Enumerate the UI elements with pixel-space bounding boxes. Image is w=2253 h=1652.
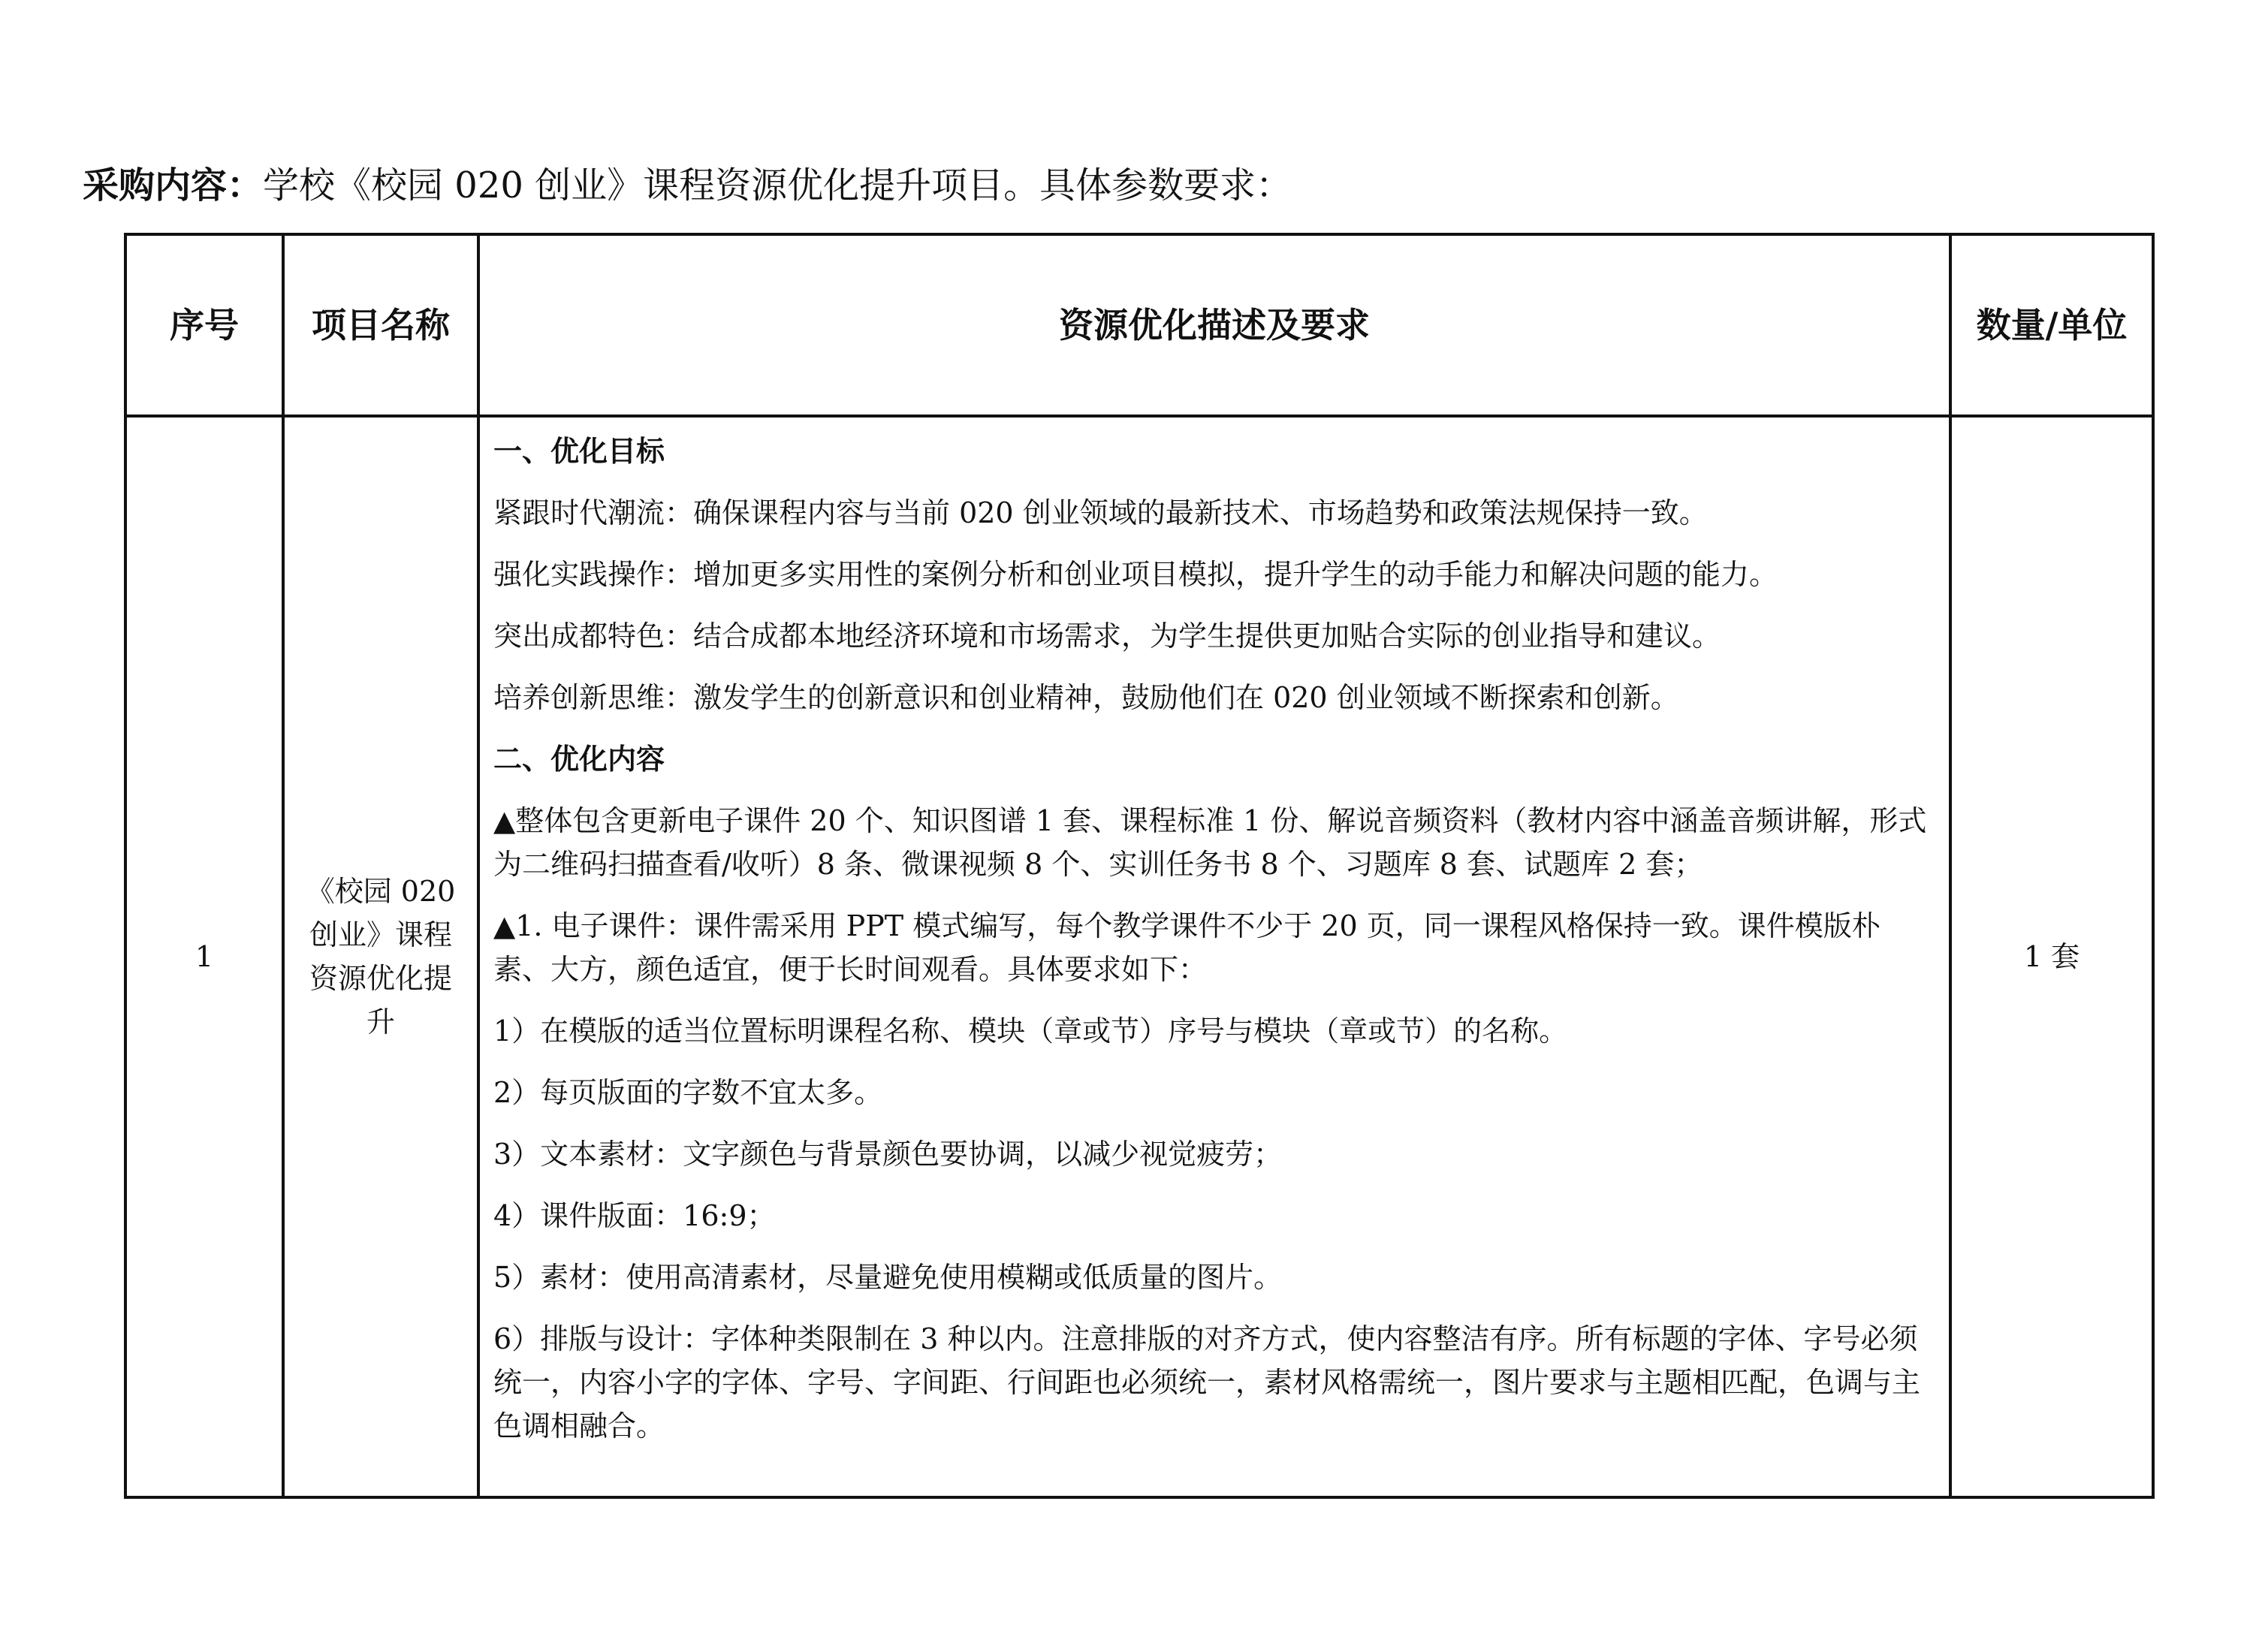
header-desc: 资源优化描述及要求 [478,234,1950,416]
procurement-text: 学校《校园 020 创业》课程资源优化提升项目。具体参数要求： [263,164,1292,206]
header-no: 序号 [125,234,283,416]
desc-paragraph: 培养创新思维：激发学生的创新意识和创业精神，鼓励他们在 020 创业领域不断探索和创新。 [493,681,1679,714]
desc-paragraph: 紧跟时代潮流：确保课程内容与当前 020 创业领域的最新技术、市场趋势和政策法规保持一致。 [493,496,1708,529]
desc-paragraph: 强化实践操作：增加更多实用性的案例分析和创业项目模拟，提升学生的动手能力和解决问题的能力。 [493,558,1778,591]
desc-paragraph: ▲1. 电子课件：课件需采用 PPT 模式编写，每个教学课件不少于 20 页，同一课程风格保持一致。课件模版朴素、大方，颜色适宜，便于长时间观看。具体要求如下： [493,909,1881,986]
row-desc [478,416,1950,1497]
procurement-label: 采购内容： [83,164,264,206]
desc-heading: 二、优化内容 [493,743,665,776]
desc-paragraph: 2）每页版面的字数不宜太多。 [493,1076,883,1109]
row-name: 《校园 020 创业》课程资源优化提升 [283,416,478,1497]
row-qty: 1 套 [1950,416,2153,1497]
desc-paragraph: 突出成都特色：结合成都本地经济环境和市场需求，为学生提供更加贴合实际的创业指导和建议。 [493,620,1721,653]
procurement-intro [83,161,1292,210]
table-row [125,416,2153,1497]
desc-paragraph: 3）文本素材：文字颜色与背景颜色要协调，以减少视觉疲劳； [493,1138,1283,1171]
desc-lines [493,430,1935,1448]
row-no: 1 [125,416,283,1497]
header-name: 项目名称 [283,234,478,416]
desc-paragraph: 4）课件版面：16:9； [493,1199,776,1232]
table-header-row [125,234,2153,416]
header-qty: 数量/单位 [1950,234,2153,416]
desc-heading: 一、优化目标 [493,435,665,468]
desc-paragraph: 5）素材：使用高清素材，尽量避免使用模糊或低质量的图片。 [493,1261,1283,1294]
spec-table [124,233,2155,1499]
desc-paragraph: ▲整体包含更新电子课件 20 个、知识图谱 1 套、课程标准 1 份、解说音频资料（教材内容中涵盖音频讲解，形式为二维码扫描查看/收听）8 条、微课视频 8 个、实训任务书 8 个、习题库 8 套、试题库 2 套； [493,804,1927,881]
desc-paragraph: 6）排版与设计：字体种类限制在 3 种以内。注意排版的对齐方式，使内容整洁有序。所有标题的字体、字号必须统一，内容小字的字体、字号、字间距、行间距也必须统一，素材风格需统一，图片要求与主题相匹配，色调与主色调相融合。 [493,1322,1921,1442]
desc-paragraph: 1）在模版的适当位置标明课程名称、模块（章或节）序号与模块（章或节）的名称。 [493,1014,1568,1048]
